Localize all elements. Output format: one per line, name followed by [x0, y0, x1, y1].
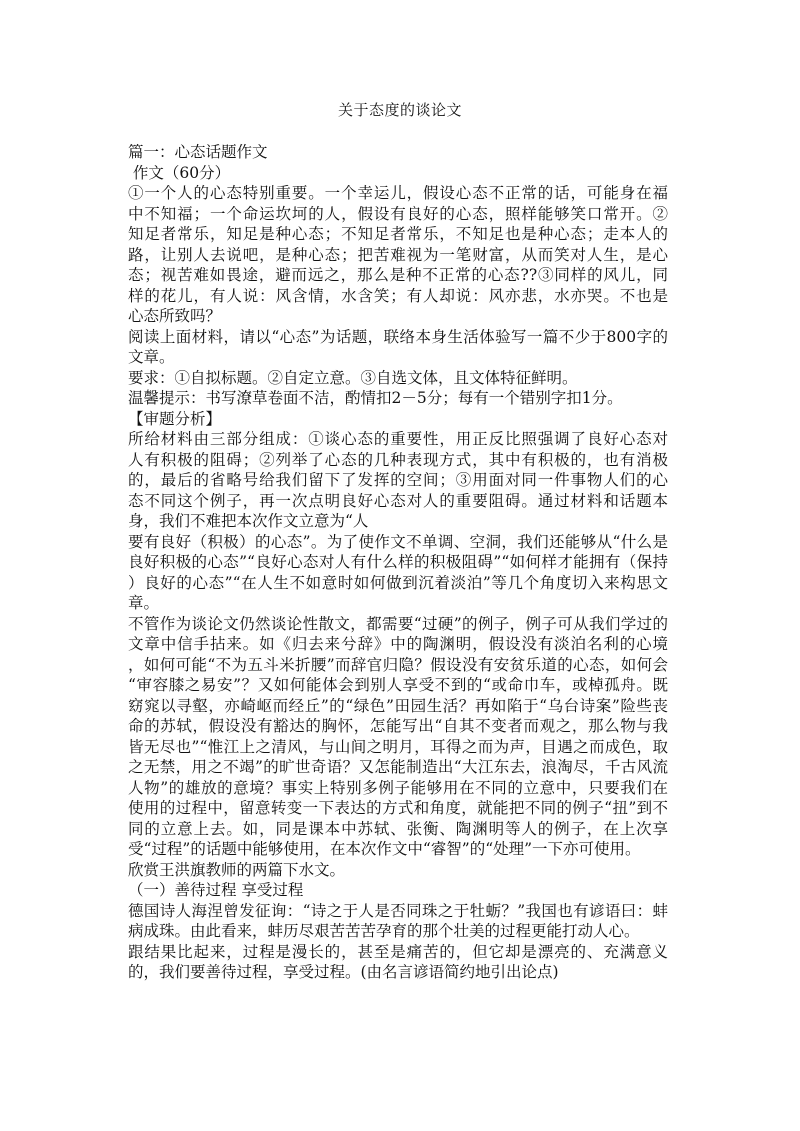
text-line: 良好积极的心态”“良好心态对人有什么样的积极阻碍”“如何样才能拥有（保持	[128, 553, 668, 571]
text-line: 【审题分析】	[128, 409, 222, 428]
text-line: 路，让别人去说吧，是种心态；把苦难视为一笔财富，从而笑对人生，是心	[128, 245, 668, 264]
text-line: 同的立意上去。如，同是课本中苏轼、张衡、陶渊明等人的例子，在上次享	[128, 819, 668, 838]
text-line: 温馨提示：书写潦草卷面不洁，酌情扣2－5分；每有一个错别字扣1分。	[128, 389, 623, 407]
text-line: 皆无尽也”“惟江上之清风，与山间之明月，耳得之而为声，目遇之而成色，取	[128, 737, 668, 756]
text-line: ①一个人的心态特别重要。一个幸运儿，假设心态不正常的话，可能身在福	[128, 184, 668, 202]
text-line: 知足者常乐，知足是种心态；不知足者常乐，不知足也是种心态；走本人的	[128, 225, 668, 243]
text-line: 中不知福；一个命运坎坷的人，假设有良好的心态，照样能够笑口常开。②	[128, 204, 668, 223]
text-line: （一）善待过程 享受过程	[128, 881, 304, 899]
text-line: 要有良好（积极）的心态”。为了使作文不单调、空洞，我们还能够从“什么是	[128, 532, 668, 551]
text-line: 样的花儿，有人说：风含情，水含笑；有人却说：风亦悲，水亦哭。不也是	[128, 286, 668, 305]
text-line: 作文（60分）	[128, 163, 231, 182]
text-line: 不管作为谈论文仍然谈论性散文，都需要“过硬”的例子，例子可从我们学过的	[128, 614, 668, 633]
document-title: 关于态度的谈论文	[337, 101, 462, 119]
text-line: 病成珠。由此看来，蚌历尽艰苦苦苦孕育的那个壮美的过程更能打动人心。	[128, 922, 640, 940]
text-line: 德国诗人海涅曾发征询：“诗之于人是否同珠之于牡蛎？”我国也有谚语曰：蚌	[128, 901, 668, 920]
text-line: 篇一：心态话题作文	[128, 143, 268, 161]
text-line: 人有积极的阻碍；②列举了心态的几种表现方式，其中有积极的，也有消极	[128, 450, 668, 469]
text-line: 所给材料由三部分组成：①谈心态的重要性，用正反比照强调了良好心态对	[128, 430, 668, 448]
text-line: 受“过程”的话题中能够使用，在本次作文中“睿智”的“处理”一下亦可使用。	[128, 840, 641, 858]
text-line: 阅读上面材料，请以“心态”为话题，联络本身生活体验写一篇不少于800字的	[128, 327, 668, 346]
text-line: 使用的过程中，留意转变一下表达的方式和角度，就能把不同的例子“扭”到不	[128, 799, 668, 817]
text-line: 身，我们不难把本次作文立意为“人	[128, 512, 369, 530]
text-line: “审容膝之易安”？又如何能体会到别人享受不到的“或命巾车，或棹孤舟。既	[128, 676, 668, 694]
text-line: ）良好的心态”“在人生不如意时如何做到沉着淡泊”等几个角度切入来构思文	[128, 573, 668, 592]
text-line: 文章。	[128, 348, 175, 366]
text-line: 窈窕以寻壑，亦崎岖而经丘”的“绿色”田园生活？再如陷于“乌台诗案”险些丧	[128, 696, 668, 715]
text-line: 欣赏王洪旗教师的两篇下水文。	[128, 860, 346, 879]
text-line: 的，最后的省略号给我们留下了发挥的空间；③用面对同一件事物人们的心	[128, 471, 668, 489]
text-line: 之无禁，用之不竭”的旷世奇语？又怎能制造出“大江东去，浪淘尽，千古风流	[128, 758, 668, 776]
text-line: 的，我们要善待过程，享受过程。(由名言谚语简约地引出论点)	[128, 963, 559, 981]
text-line: 要求：①自拟标题。②自定立意。③自选文体，且文体特征鲜明。	[128, 368, 578, 387]
text-line: 人物”的雄放的意境？事实上特别多例子能够用在不同的立意中，只要我们在	[128, 778, 668, 797]
text-line: ，如何可能“不为五斗米折腰”而辞官归隐？假设没有安贫乐道的心态，如何会	[128, 655, 668, 674]
document-body	[128, 142, 668, 983]
text-line: 章。	[128, 594, 160, 612]
text-line: 态不同这个例子，再一次点明良好心态对人的重要阻碍。通过材料和话题本	[128, 491, 668, 510]
text-line: 跟结果比起来，过程是漫长的，甚至是痛苦的，但它却是漂亮的、充满意义	[128, 942, 668, 961]
text-line: 文章中信手拈来。如《归去来兮辞》中的陶渊明，假设没有淡泊名利的心境	[128, 635, 668, 653]
text-line: 心态所致吗？	[128, 307, 222, 325]
text-line: 命的苏轼，假设没有豁达的胸怀，怎能写出“自其不变者而观之，那么物与我	[128, 717, 668, 735]
text-line: 态；视苦难如畏途，避而远之，那么是种不正常的心态??③同样的风儿，同	[128, 266, 668, 284]
